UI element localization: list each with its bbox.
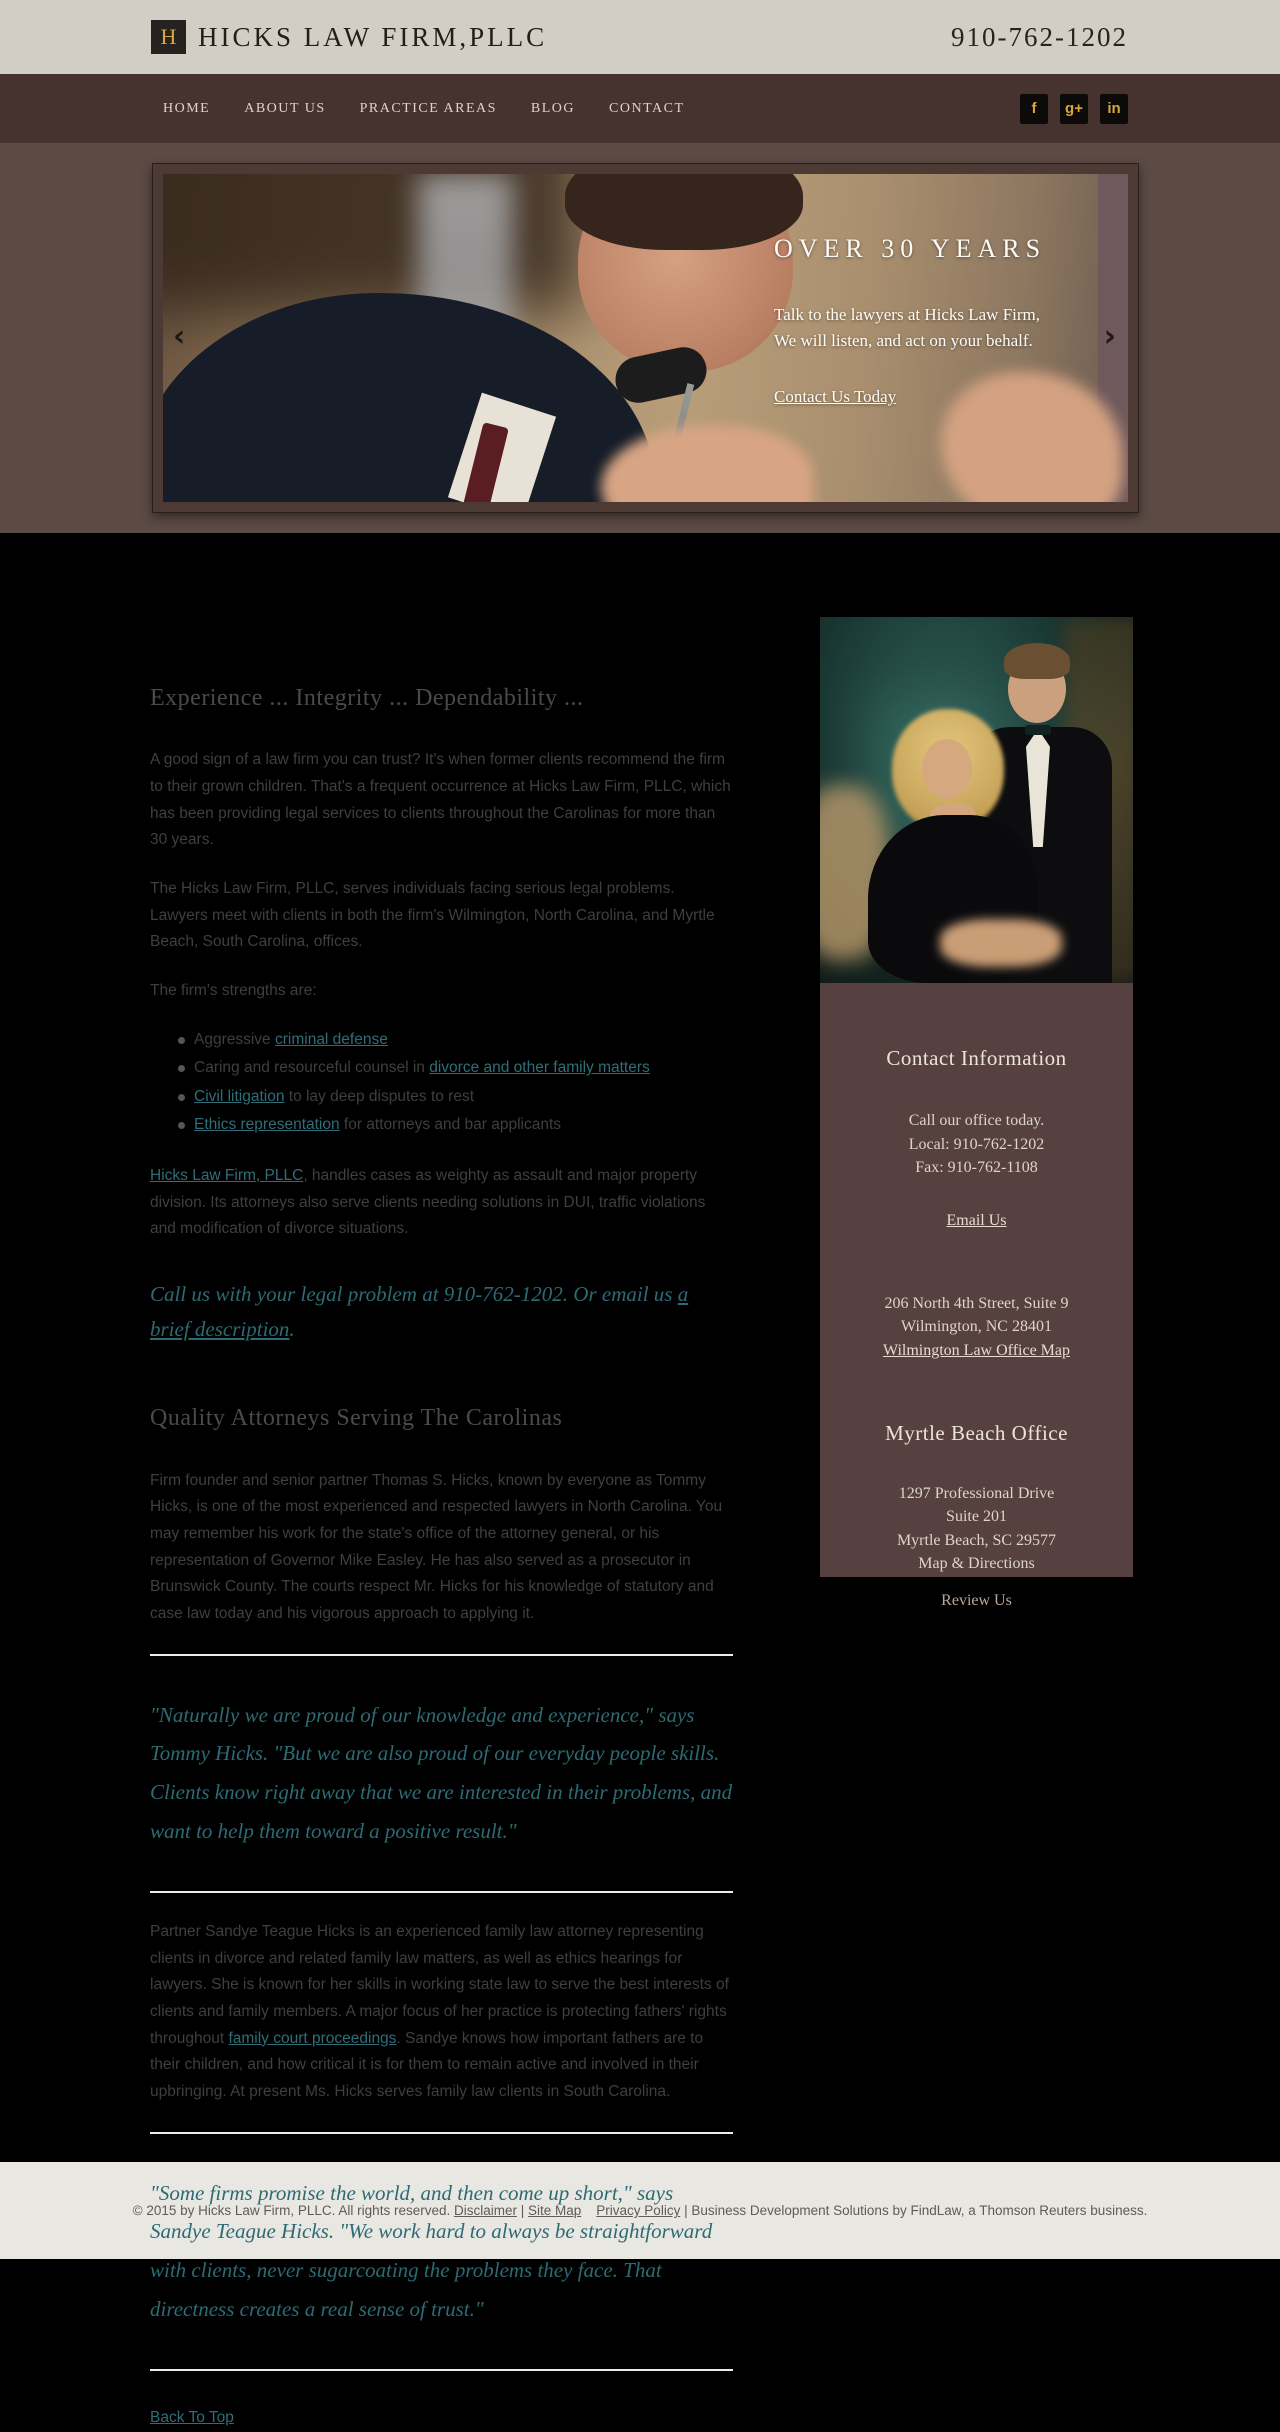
text-span: © 2015 by Hicks Law Firm, PLLC. All rights reserved. [132, 2203, 454, 2218]
divorce-family-matters-link[interactable]: divorce and other family matters [429, 1059, 650, 1077]
social-links [1020, 94, 1128, 124]
sidebar [820, 617, 1133, 1609]
contact-information-box [820, 983, 1133, 1609]
strengths-intro: The firm's strengths are: [150, 981, 317, 999]
strengths-list [178, 1027, 733, 1140]
main-nav [0, 74, 1280, 143]
myrtle-beach-address [820, 1482, 1133, 1575]
hero-subtitle: Talk to the lawyers at Hicks Law Firm, We will listen, and act on your behalf. [774, 305, 1041, 351]
wilmington-address [820, 1292, 1133, 1362]
hero-title: OVER 30 YEARS [774, 234, 1047, 263]
attorneys-portrait-photo [820, 617, 1133, 983]
nav-item-contact[interactable]: CONTACT [609, 101, 685, 116]
nav-list [146, 74, 702, 143]
hicks-law-firm-link[interactable]: Hicks Law Firm, PLLC [150, 1167, 304, 1185]
text-span: | [516, 2203, 528, 2218]
list-item [178, 1027, 733, 1054]
call-line: Call our office today. [908, 1112, 1045, 1130]
phone-lines [820, 1109, 1133, 1179]
privacy-policy-link[interactable]: Privacy Policy [596, 2203, 681, 2218]
cases-paragraph [150, 1163, 733, 1243]
ethics-representation-link[interactable]: Ethics representation [194, 1116, 340, 1134]
nav-item-blog[interactable]: BLOG [530, 101, 576, 116]
header-phone-number: 910-762-1202 [951, 22, 1128, 52]
email-us-link[interactable]: Email Us [946, 1212, 1007, 1229]
linkedin-icon[interactable]: in [1100, 94, 1128, 124]
divider [150, 1654, 733, 1656]
tommy-hicks-paragraph: Firm founder and senior partner Thomas S. Hicks, known by everyone as Tommy Hicks, is one of the most experienced and respected lawyers in North Carolina. You may remember his work for the state's office of the attorney general, or his representation of Governor Mike Easley. He has also served as a prosecutor in Brunswick County. The courts respect Mr. Hicks for his knowledge of statutory and case law today and his vigorous approach to applying it. [150, 1471, 723, 1622]
divider [150, 2369, 733, 2371]
nav-item-practice-areas[interactable]: PRACTICE AREAS [359, 101, 497, 116]
address-line: Wilmington, NC 28401 [901, 1318, 1052, 1336]
address-line: 1297 Professional Drive [898, 1485, 1055, 1503]
photo-shape [922, 739, 972, 799]
call-us-note [150, 1277, 733, 1346]
article-column [150, 533, 733, 2432]
text-span: | Business Development Solutions by FindLaw, a Thomson Reuters business. [680, 2203, 1148, 2218]
slider-next-arrow-icon[interactable]: › [1103, 319, 1116, 354]
hero-copy [774, 234, 1074, 407]
text-span: . Sandye knows how important fathers are to their children, and how critical it is for them to remain active and involved in their upbringing. At present Ms. Hicks serves family law clients in South Carolina. [150, 2029, 704, 2100]
tommy-hicks-quote: "Naturally we are proud of our knowledge and experience," says Tommy Hicks. "But we are also proud of our everyday people skills. Clients know right away that we are interested in their problems, and want to help them toward a positive result." [150, 1702, 733, 1844]
text-span: for attorneys and bar applicants [339, 1116, 562, 1134]
hero-photo-attorney-speaking [163, 174, 1128, 502]
address-line: Myrtle Beach, SC 29577 [896, 1531, 1057, 1549]
family-court-proceedings-link[interactable]: family court proceedings [228, 2029, 397, 2047]
divider [150, 2132, 733, 2134]
hero-slider [152, 163, 1139, 513]
divider [150, 1891, 733, 1893]
logo-h-icon: H [151, 20, 186, 54]
firm-logo[interactable] [151, 20, 547, 54]
sandye-hicks-paragraph [150, 1919, 733, 2106]
civil-litigation-link[interactable]: Civil litigation [194, 1087, 285, 1105]
wilmington-office-map-link[interactable]: Wilmington Law Office Map [882, 1341, 1070, 1359]
criminal-defense-link[interactable]: criminal defense [274, 1030, 388, 1048]
text-span: Partner Sandye Teague Hicks is an experienced family law attorney representing clients in divorce and related family law matters, as well as ethics hearings for lawyers. She is known for her skills in working state law to serve the best interests of clients and family members. A major focus of her practice is protecting fathers' rights throughout [150, 1922, 729, 2047]
disclaimer-link[interactable]: Disclaimer [453, 2203, 517, 2218]
review-us-link[interactable]: Review Us [941, 1591, 1012, 1609]
nav-item-home[interactable]: HOME [163, 101, 211, 116]
slider-prev-arrow-icon[interactable]: ‹ [173, 319, 186, 354]
text-span: to lay deep disputes to rest [284, 1087, 475, 1105]
text-span: Call us with your legal problem at 910-762-1202. Or email us [150, 1282, 678, 1307]
fax-number: Fax: 910-762-1108 [915, 1158, 1038, 1176]
text-span: . [289, 1316, 295, 1341]
intro-paragraph: A good sign of a law firm you can trust? It's when former clients recommend the firm to their grown children. That's a frequent occurrence at Hicks Law Firm, PLLC, which has been providing legal services to clients throughout the Carolinas for more than 30 years. [150, 751, 731, 849]
contact-us-today-link[interactable]: Contact Us Today [774, 386, 897, 406]
page-title: Experience ... Integrity ... Dependability ... [150, 685, 584, 711]
map-directions-link[interactable]: Map & Directions [918, 1554, 1035, 1572]
section-title-quality-attorneys: Quality Attorneys Serving The Carolinas [150, 1405, 563, 1432]
myrtle-beach-office-heading: Myrtle Beach Office [885, 1420, 1068, 1445]
brief-description-link[interactable]: a brief description [150, 1282, 689, 1341]
address-line: Suite 201 [946, 1508, 1007, 1526]
list-item [178, 1055, 733, 1082]
firm-paragraph: The Hicks Law Firm, PLLC, serves individuals facing serious legal problems. Lawyers meet with clients in both the firm's Wilmington, North Carolina, and Myrtle Beach, South Carolina, offices. [150, 879, 715, 951]
site-map-link[interactable]: Site Map [528, 2203, 582, 2218]
google-plus-icon[interactable]: g+ [1060, 94, 1088, 124]
photo-shape [1004, 643, 1070, 679]
list-item [178, 1084, 733, 1111]
nav-item-about-us[interactable]: ABOUT US [244, 101, 326, 116]
facebook-icon[interactable]: f [1020, 94, 1048, 124]
photo-shape [565, 174, 803, 250]
contact-information-heading: Contact Information [886, 1046, 1067, 1070]
photo-shape [940, 919, 1062, 967]
text-span: Aggressive [194, 1030, 275, 1048]
photo-shape [1025, 725, 1051, 735]
sandye-hicks-quote: "Some firms promise the world, and then come up short," says Sandye Teague Hicks. "We work hard to always be straightforward with clients, never sugarcoating the problems they face. That directness creates a real sense of trust." [150, 2180, 713, 2322]
local-phone: Local: 910-762-1202 [908, 1135, 1045, 1153]
list-item [178, 1112, 733, 1139]
hero-section [0, 143, 1280, 533]
text-span: Caring and resourceful counsel in [194, 1059, 430, 1077]
address-line: 206 North 4th Street, Suite 9 [884, 1295, 1069, 1313]
back-to-top-link[interactable]: Back To Top [150, 2408, 234, 2426]
site-header [0, 0, 1280, 74]
text-span: , handles cases as weighty as assault and major property division. Its attorneys also serve clients needing solutions in DUI, traffic violations and modification of divorce situations. [150, 1167, 706, 1238]
firm-name: HICKS LAW FIRM,PLLC [198, 21, 548, 52]
